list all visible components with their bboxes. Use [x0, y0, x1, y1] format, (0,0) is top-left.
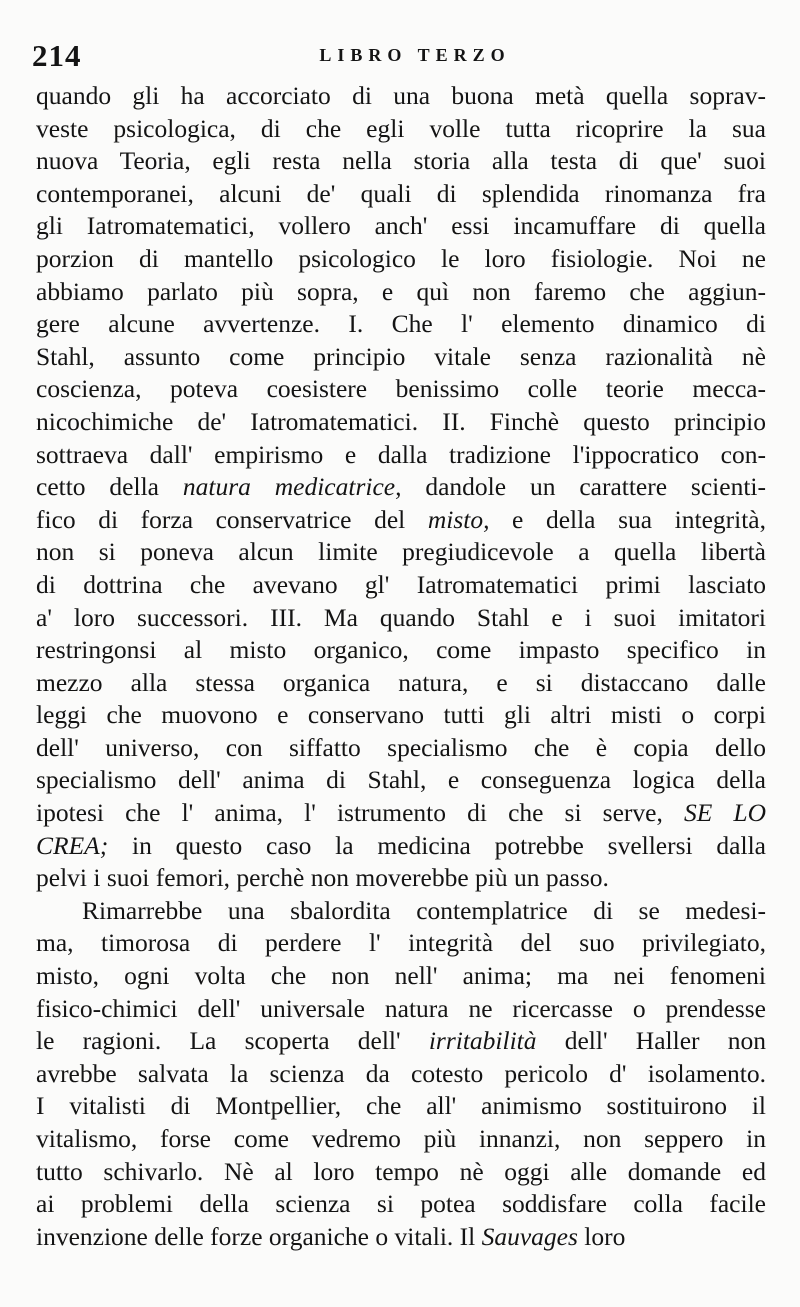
line-text: loro [577, 1221, 626, 1251]
line-text: quando gli ha accorciato di una buona metà quella soprav- [36, 81, 766, 110]
text-line [36, 276, 766, 309]
text-line [36, 439, 766, 472]
text-line [36, 341, 766, 374]
line-text: ma, timorosa di perdere l' integrità del suo privilegiato, [36, 928, 766, 958]
text-line [36, 569, 766, 602]
line-text: restringonsi al misto organico, come impasto specifico in [36, 635, 766, 665]
line-text: gere alcune avvertenze. I. Che l' elemento dinamico di [36, 309, 766, 339]
text-line [36, 699, 766, 732]
italic-text: SE LO [683, 798, 766, 828]
text-line [36, 764, 766, 797]
text-line [36, 927, 766, 960]
line-text: fico di forza conservatrice del [36, 504, 428, 534]
text-line [36, 1156, 766, 1189]
text-line [36, 1188, 766, 1221]
line-text: Rimarrebbe una sbalordita contemplatrice di se medesi- [82, 895, 766, 925]
text-line [36, 862, 766, 895]
text-line [36, 536, 766, 569]
line-text: e della sua integrità, [489, 504, 766, 534]
text-line [36, 145, 766, 178]
line-text: a' loro successori. III. Ma quando Stahl e i suoi imitatori [36, 602, 766, 632]
text-line [36, 406, 766, 439]
text-line [36, 210, 766, 243]
text-line [36, 895, 766, 928]
line-text: nuova Teoria, egli resta nella storia alla testa di que' suoi [36, 146, 766, 176]
running-head: LIBRO TERZO [319, 45, 511, 65]
text-line [36, 1058, 766, 1091]
line-text: dell' universo, con siffatto specialismo che è copia dello [36, 732, 766, 762]
italic-text: misto, [427, 504, 490, 534]
text-line [36, 80, 766, 113]
line-text: contemporanei, alcuni de' quali di splendida rinomanza fra [36, 178, 766, 208]
italic-text: natura medicatrice, [182, 472, 402, 502]
text-line [36, 1221, 766, 1254]
text-line [36, 960, 766, 993]
line-text: fisico-chimici dell' universale natura ne ricercasse o prendesse [36, 993, 766, 1023]
line-text: mezzo alla stessa organica natura, e si distaccano dalle [36, 667, 766, 697]
text-line [36, 243, 766, 276]
text-line [36, 308, 766, 341]
line-text: le ragioni. La scoperta dell' [36, 1026, 429, 1056]
italic-text: Sauvages [481, 1221, 578, 1251]
line-text: gli Iatromatematici, vollero anch' essi incamuffare di quella [36, 211, 766, 241]
text-line [36, 732, 766, 765]
line-text: leggi che muovono e conservano tutti gli altri misti o corpi [36, 700, 766, 730]
line-text: specialismo dell' anima di Stahl, e conseguenza logica della [36, 765, 766, 795]
line-text: dandole un carattere scienti- [401, 472, 766, 502]
line-text: abbiamo parlato più sopra, e quì non faremo che aggiun- [36, 276, 766, 306]
line-text: avrebbe salvata la scienza da cotesto pericolo d' isolamento. [36, 1058, 766, 1088]
text-line [36, 993, 766, 1026]
text-line [36, 602, 766, 635]
line-text: vitalismo, forse come vedremo più innanzi, non seppero in [36, 1124, 766, 1153]
text-line [36, 667, 766, 700]
line-text: in questo caso la medicina potrebbe svellersi dalla [108, 830, 766, 860]
line-text: coscienza, poteva coesistere benissimo colle teorie mecca- [36, 374, 766, 404]
text-line [36, 373, 766, 406]
line-text: porzion di mantello psicologico le loro fisiologie. Noi ne [36, 243, 766, 273]
italic-text: CREA; [36, 830, 109, 860]
line-text: veste psicologica, di che egli volle tutta ricoprire la sua [36, 113, 766, 143]
line-text: I vitalisti di Montpellier, che all' animismo sostituirono il [36, 1091, 766, 1121]
line-text: misto, ogni volta che non nell' anima; ma nei fenomeni [36, 961, 766, 991]
text-line [36, 1025, 766, 1058]
line-text: sottraeva dall' empirismo e dalla tradizione l'ippocratico con- [36, 439, 766, 469]
line-text: Stahl, assunto come principio vitale senza razionalità nè [36, 341, 766, 371]
text-line [36, 1090, 766, 1123]
line-text: ipotesi che l' anima, l' istrumento di che si serve, [36, 798, 684, 828]
line-text: ai problemi della scienza si potea soddisfare colla facile [36, 1189, 766, 1219]
text-line [36, 113, 766, 146]
text-line [36, 471, 766, 504]
line-text: cetto della [36, 472, 183, 502]
line-text: non si poneva alcun limite pregiudicevole a quella libertà [36, 537, 766, 567]
line-text: dell' Haller non [536, 1026, 766, 1056]
text-line [36, 634, 766, 667]
text-line [36, 1123, 766, 1156]
line-text: tutto schivarlo. Nè al loro tempo nè oggi alle domande ed [36, 1156, 766, 1186]
page-header [30, 38, 770, 78]
text-line [36, 830, 766, 863]
italic-text: irritabilità [428, 1026, 537, 1056]
line-text: pelvi i suoi femori, perchè non moverebbe più un passo. [36, 863, 609, 893]
page-number: 214 [32, 38, 82, 73]
line-text: invenzione delle forze organiche o vitali. Il [36, 1221, 482, 1251]
body-text [36, 80, 766, 1253]
line-text: di dottrina che avevano gl' Iatromatematici primi lasciato [36, 569, 766, 599]
text-line [36, 797, 766, 830]
line-text: nicochimiche de' Iatromatematici. II. Finchè questo principio [36, 406, 766, 436]
text-line [36, 178, 766, 211]
text-line [36, 504, 766, 537]
